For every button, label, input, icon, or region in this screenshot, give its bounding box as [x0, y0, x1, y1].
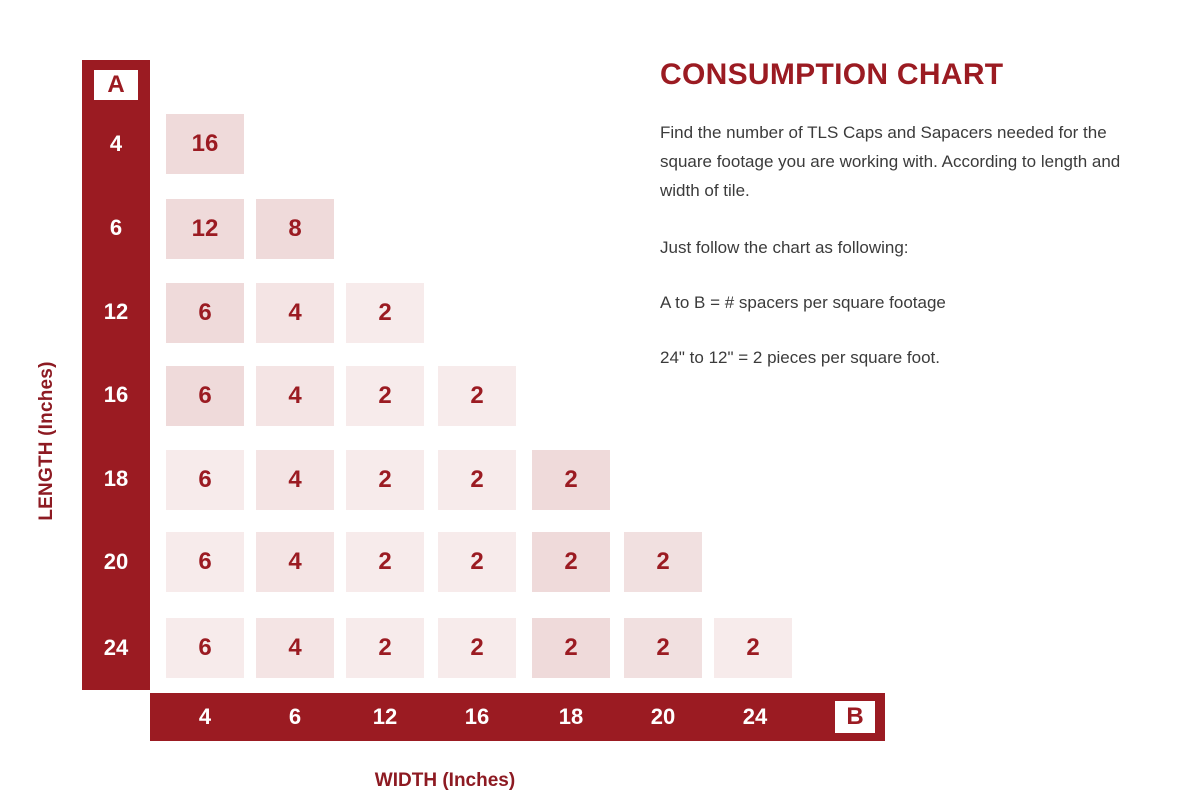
col-label-2: 6 — [288, 704, 302, 729]
table-cell: 2 — [438, 618, 516, 678]
col-label-1: 4 — [198, 704, 212, 729]
table-cell: 2 — [438, 366, 516, 426]
col-label-3: 12 — [372, 704, 398, 729]
info-instruction: Just follow the chart as following: — [660, 238, 909, 257]
info-description: Find the number of TLS Caps and Sapacers needed for the square footage you are working with. According to length and width of tile. — [660, 123, 1121, 200]
table-cell: 2 — [532, 618, 610, 678]
x-axis-title: WIDTH (Inches) — [374, 770, 516, 791]
table-cell: 4 — [256, 618, 334, 678]
table-cell: 6 — [166, 532, 244, 592]
table-cell: 4 — [256, 450, 334, 510]
info-formula: A to B = # spacers per square footage — [660, 293, 946, 312]
row-label-2: 6 — [109, 215, 123, 240]
table-cell: 2 — [438, 450, 516, 510]
row-label-5: 18 — [103, 466, 129, 491]
table-cell: 2 — [624, 618, 702, 678]
info-example: 24" to 12" = 2 pieces per square foot. — [660, 348, 941, 367]
col-label-5: 18 — [558, 704, 584, 729]
table-cell: 6 — [166, 283, 244, 343]
table-cell: 2 — [532, 450, 610, 510]
y-axis-title: LENGTH (Inches) — [36, 361, 57, 521]
table-cell: 6 — [166, 366, 244, 426]
row-label-4: 16 — [103, 382, 129, 407]
axis-marker-a: A — [92, 68, 140, 102]
page-title: CONSUMPTION CHART — [660, 58, 1004, 91]
table-cell: 4 — [256, 283, 334, 343]
info-panel — [660, 58, 1180, 400]
table-cell: 2 — [346, 450, 424, 510]
table-cell: 2 — [346, 366, 424, 426]
table-cell: 6 — [166, 618, 244, 678]
table-cell: 2 — [714, 618, 792, 678]
row-label-7: 24 — [103, 635, 129, 660]
table-cell: 2 — [532, 532, 610, 592]
table-cell: 6 — [166, 450, 244, 510]
table-cell: 16 — [166, 114, 244, 174]
col-label-7: 24 — [742, 704, 768, 729]
table-cell: 2 — [346, 283, 424, 343]
row-label-1: 4 — [109, 131, 123, 156]
table-cell: 12 — [166, 199, 244, 259]
table-cell: 4 — [256, 366, 334, 426]
axis-marker-b: B — [833, 699, 877, 735]
table-cell: 4 — [256, 532, 334, 592]
table-cell: 2 — [438, 532, 516, 592]
row-label-6: 20 — [103, 549, 129, 574]
table-cell: 2 — [624, 532, 702, 592]
col-label-4: 16 — [464, 704, 490, 729]
table-cell: 8 — [256, 199, 334, 259]
row-label-3: 12 — [103, 299, 129, 324]
col-label-6: 20 — [650, 704, 676, 729]
table-cell: 2 — [346, 532, 424, 592]
table-cell: 2 — [346, 618, 424, 678]
